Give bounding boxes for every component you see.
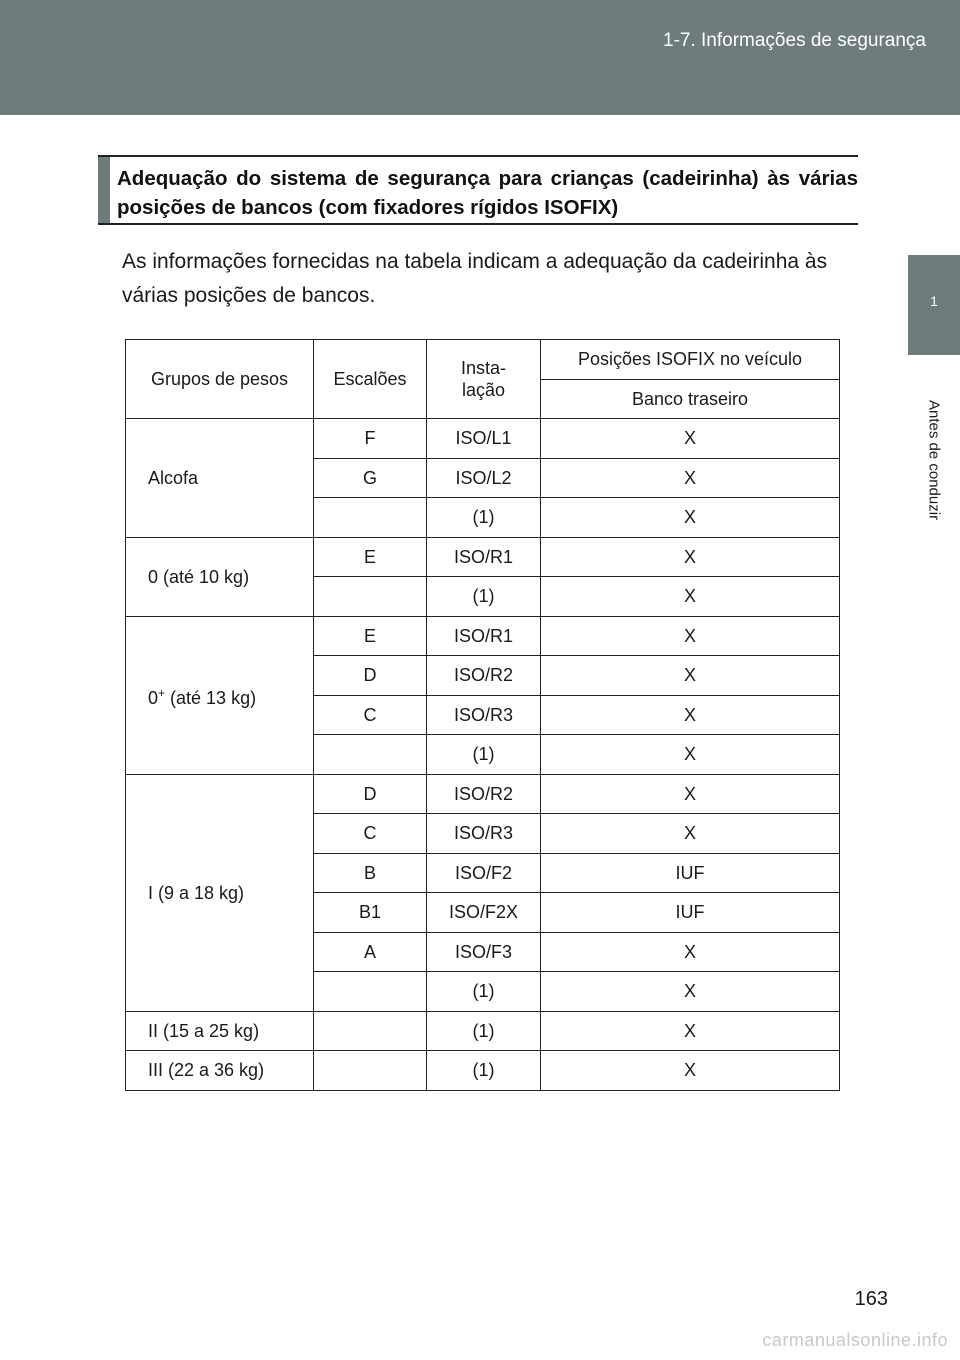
rear-seat-cell: IUF xyxy=(541,893,840,933)
rear-seat-cell: IUF xyxy=(541,853,840,893)
rear-seat-cell: X xyxy=(541,774,840,814)
size-class-cell: D xyxy=(314,656,427,696)
table-row xyxy=(126,1051,840,1091)
weight-group-name: I (9 a 18 kg) xyxy=(148,882,245,903)
installation-cell: ISO/R2 xyxy=(427,774,541,814)
weight-group-name: 0 (até 10 kg) xyxy=(148,566,250,587)
installation-cell: ISO/R3 xyxy=(427,695,541,735)
weight-group-cell xyxy=(126,1011,314,1051)
section-heading-box xyxy=(98,155,858,225)
intro-paragraph: As informações fornecidas na tabela indicam a adequação da cadeirinha às várias posições de bancos. xyxy=(122,250,828,307)
table-row xyxy=(126,537,840,577)
installation-cell: ISO/F2 xyxy=(427,853,541,893)
rear-seat-cell: X xyxy=(541,1051,840,1091)
installation-cell: ISO/R1 xyxy=(427,616,541,656)
installation-cell: ISO/L1 xyxy=(427,419,541,459)
weight-group-range: (até 13 kg) xyxy=(165,687,257,708)
size-class-cell: C xyxy=(314,695,427,735)
installation-cell: ISO/R1 xyxy=(427,537,541,577)
rear-seat-cell: X xyxy=(541,577,840,617)
weight-group-name: III (22 a 36 kg) xyxy=(148,1060,265,1081)
size-class-cell: C xyxy=(314,814,427,854)
header-installation: Insta- lação xyxy=(427,340,541,419)
rear-seat-cell: X xyxy=(541,814,840,854)
size-class-cell: E xyxy=(314,537,427,577)
rear-seat-cell: X xyxy=(541,616,840,656)
rear-seat-cell: X xyxy=(541,419,840,459)
weight-group-superscript: + xyxy=(158,685,166,700)
weight-group-name: II (15 a 25 kg) xyxy=(148,1020,260,1041)
table-header-row xyxy=(126,340,840,380)
rear-seat-cell: X xyxy=(541,695,840,735)
weight-group-cell xyxy=(126,1051,314,1091)
installation-cell: (1) xyxy=(427,577,541,617)
size-class-cell xyxy=(314,1051,427,1091)
rear-seat-cell: X xyxy=(541,1011,840,1051)
watermark: carmanualsonline.info xyxy=(762,1330,948,1350)
chapter-number: 1 xyxy=(930,293,938,309)
table-row xyxy=(126,1011,840,1051)
size-class-cell: F xyxy=(314,419,427,459)
rear-seat-cell: X xyxy=(541,537,840,577)
size-class-cell: A xyxy=(314,932,427,972)
size-class-cell: D xyxy=(314,774,427,814)
installation-cell: ISO/R3 xyxy=(427,814,541,854)
rear-seat-cell: X xyxy=(541,972,840,1012)
size-class-cell xyxy=(314,498,427,538)
size-class-cell: E xyxy=(314,616,427,656)
table-row xyxy=(126,616,840,656)
weight-group-name: Alcofa xyxy=(148,467,199,488)
table-row xyxy=(126,419,840,459)
rear-seat-cell: X xyxy=(541,498,840,538)
chapter-tab xyxy=(908,255,960,355)
section-heading: Adequação do sistema de segurança para crianças (cadeirinha) às várias posições de bancos (com fixadores rígidos ISOFIX) xyxy=(117,167,858,219)
size-class-cell: B1 xyxy=(314,893,427,933)
header-weight-groups: Grupos de pesos xyxy=(126,340,314,419)
size-class-cell xyxy=(314,1011,427,1051)
size-class-cell: B xyxy=(314,853,427,893)
header-isofix-positions: Posições ISOFIX no veículo xyxy=(541,340,840,380)
installation-cell: (1) xyxy=(427,498,541,538)
header-size-classes: Escalões xyxy=(314,340,427,419)
table-row xyxy=(126,774,840,814)
installation-cell: ISO/L2 xyxy=(427,458,541,498)
installation-cell: ISO/F2X xyxy=(427,893,541,933)
chapter-label: Antes de conduzir xyxy=(925,399,943,521)
weight-group-cell xyxy=(126,537,314,616)
isofix-suitability-table xyxy=(125,339,840,1091)
weight-group-name: 0 xyxy=(148,687,159,708)
header-rear-seat: Banco traseiro xyxy=(541,379,840,419)
page-number: 163 xyxy=(854,1288,888,1310)
chapter-label-container xyxy=(908,360,960,560)
size-class-cell xyxy=(314,972,427,1012)
weight-group-cell xyxy=(126,774,314,1011)
rear-seat-cell: X xyxy=(541,932,840,972)
installation-cell: ISO/R2 xyxy=(427,656,541,696)
size-class-cell: G xyxy=(314,458,427,498)
installation-cell: ISO/F3 xyxy=(427,932,541,972)
heading-accent-bar xyxy=(98,157,110,223)
installation-cell: (1) xyxy=(427,1011,541,1051)
section-title: 1-7. Informações de segurança xyxy=(663,30,926,51)
installation-cell: (1) xyxy=(427,972,541,1012)
installation-cell: (1) xyxy=(427,1051,541,1091)
size-class-cell xyxy=(314,735,427,775)
installation-cell: (1) xyxy=(427,735,541,775)
rear-seat-cell: X xyxy=(541,656,840,696)
weight-group-cell xyxy=(126,419,314,538)
size-class-cell xyxy=(314,577,427,617)
weight-group-cell xyxy=(126,616,314,774)
rear-seat-cell: X xyxy=(541,458,840,498)
header-bar xyxy=(0,0,960,115)
rear-seat-cell: X xyxy=(541,735,840,775)
